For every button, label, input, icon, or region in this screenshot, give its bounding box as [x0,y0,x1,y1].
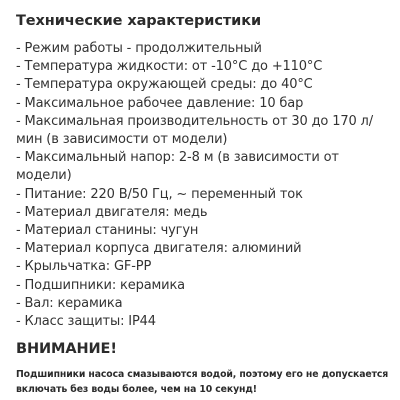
spec-list [16,40,390,331]
spec-item-ambient-temperature: - Температура окружающей среды: до 40°C [16,77,313,93]
spec-item-frame-material: - Материал станины: чугун [16,223,199,239]
spec-item-max-head: - Максимальный напор: 2-8 м (в зависимости от модели) [16,150,339,184]
spec-item-motor-material: - Материал двигателя: медь [16,204,208,220]
spec-item-shaft: - Вал: керамика [16,295,123,311]
spec-item-mode: - Режим работы - продолжительный [16,41,262,56]
spec-item-impeller: - Крыльчатка: GF-PP [16,259,152,275]
section-heading: Технические характеристики [16,13,262,29]
spec-item-liquid-temperature: - Температура жидкости: от -10°C до +110°C [16,59,323,75]
document-sheet [16,12,390,397]
spec-item-max-capacity: - Максимальная производительность от 30 до 170 л/мин (в зависимости от модели) [16,113,373,148]
warning-title: ВНИМАНИЕ! [16,341,117,358]
spec-item-power-supply: - Питание: 220 В/50 Гц, ~ переменный ток [16,186,303,202]
spec-item-housing-material: - Материал корпуса двигателя: алюминий [16,241,302,257]
spec-item-protection-class: - Класс защиты: IP44 [16,314,156,330]
spec-item-max-pressure: - Максимальное рабочее давление: 10 бар [16,95,304,111]
warning-text: Подшипники насоса смазываются водой, поэтому его не допускается включать без воды более, чем на 10 секунд! [16,369,389,395]
spec-item-bearings: - Подшипники: керамика [16,277,185,293]
